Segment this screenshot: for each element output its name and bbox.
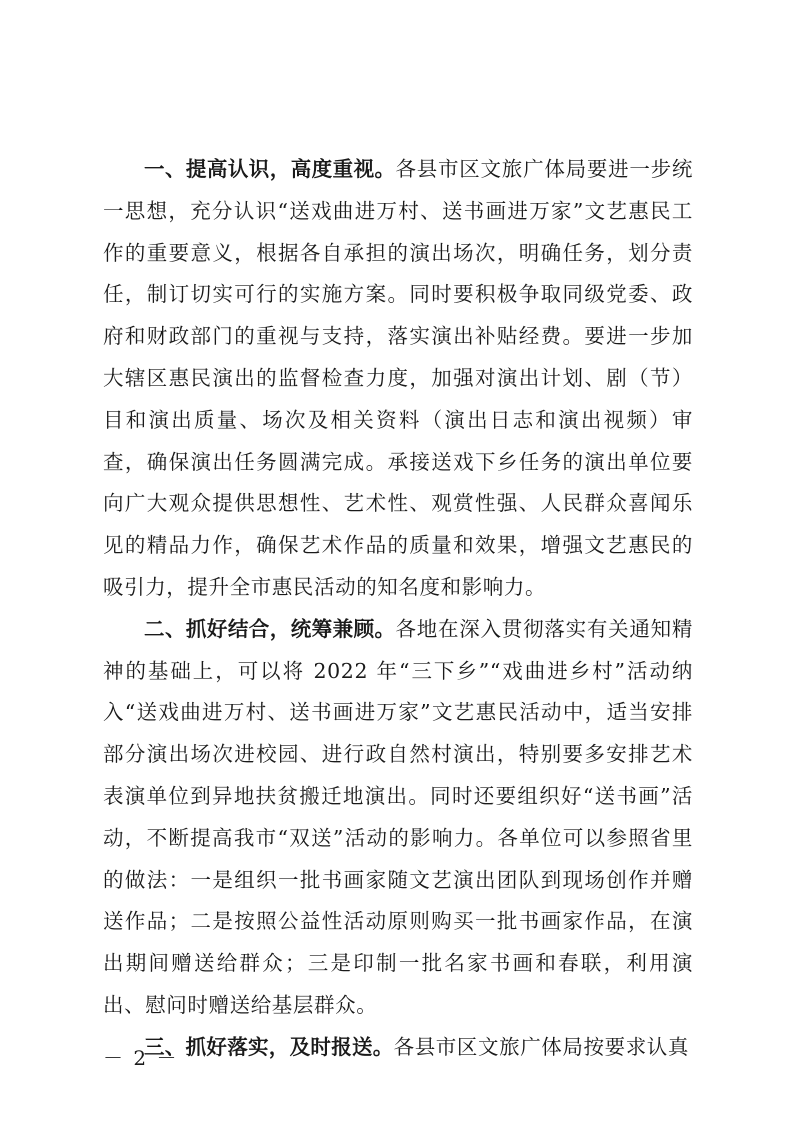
paragraph-1-heading: 一、提高认识，高度重视。 (144, 157, 396, 181)
paragraph-3-heading: 三、抓好落实，及时报送。 (144, 1034, 394, 1059)
paragraph-2-text: 各地在深入贯彻落实有关通知精神的基础上，可以将 2022 年“三下乡”“戏曲进乡村”活动纳入“送戏曲进万村、送书画进万家”文艺惠民活动中，适当安排部分演出场次进校园、进行政自然村演出，特别要多安排艺术表演单位到异地扶贫搬迁地演出。同时还要组织好“送书画”活动，不断提高我市“双送”活动的影响力。各单位可以参照省里的做法：一是组织一批书画家随文艺演出团队到现场创作并赠送作品；二是按照公益性活动原则购买一批书画家作品，在演出期间赠送给群众；三是印制一批名家书画和春联，利用演出、慰问时赠送给基层群众。 (103, 616, 693, 1017)
paragraph-3 (103, 1027, 693, 1069)
paragraph-3-text: 各县市区文旅广体局按要求认真 (393, 1034, 690, 1059)
paragraph-2 (103, 609, 693, 1027)
paragraph-2-heading: 二、抓好结合，统筹兼顾。 (144, 616, 396, 641)
paragraph-1 (103, 149, 693, 609)
page-number: － 2 － (103, 1046, 179, 1070)
document-body (103, 149, 693, 1069)
paragraph-1-text: 各县市区文旅广体局要进一步统一思想，充分认识“送戏曲进万村、送书画进万家”文艺惠民工作的重要意义，根据各自承担的演出场次，明确任务，划分责任，制订切实可行的实施方案。同时要积极争取同级党委、政府和财政部门的重视与支持，落实演出补贴经费。要进一步加大辖区惠民演出的监督检查力度，加强对演出计划、剧（节）目和演出质量、场次及相关资料（演出日志和演出视频）审查，确保演出任务圆满完成。承接送戏下乡任务的演出单位要向广大观众提供思想性、艺术性、观赏性强、人民群众喜闻乐见的精品力作，确保艺术作品的质量和效果，增强文艺惠民的吸引力，提升全市惠民活动的知名度和影响力。 (103, 157, 693, 599)
